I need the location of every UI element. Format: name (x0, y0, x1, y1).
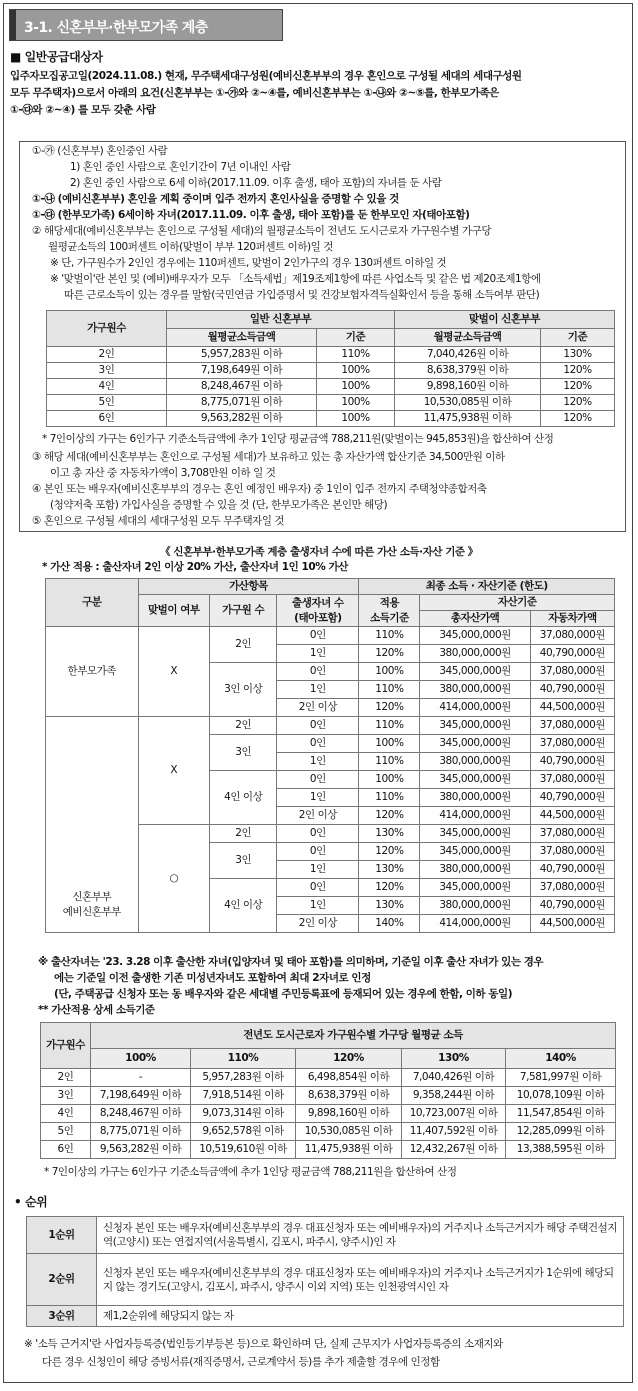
criterion: 2) 혼인 중인 사람으로 6세 이하(2017.11.09. 이후 출생, 태아 포함)의 자녀를 둔 사람 (70, 177, 442, 189)
cell: 1인 (277, 753, 359, 771)
cell: 345,000,000원 (420, 843, 530, 861)
cell: 345,000,000원 (420, 879, 530, 897)
header-children-line1: 출생자녀 수 (292, 596, 344, 609)
cell: 10,519,610원 이하 (191, 1141, 296, 1159)
bonus-subtitle: * 가산 적용 : 출산자녀 2인 이상 20% 가산, 출산자녀 1인 10% 가산 (42, 561, 348, 573)
cell: 380,000,000원 (420, 897, 530, 915)
cell: 380,000,000원 (420, 789, 530, 807)
cell: 7,040,426원 이하 (395, 347, 541, 363)
header-car: 자동차가액 (530, 611, 614, 627)
cell: 0인 (277, 717, 359, 735)
header-standard: 기준 (541, 329, 615, 347)
cell: 2인 이상 (277, 915, 359, 933)
cell: 40,790,000원 (530, 753, 614, 771)
cell: 6인 (41, 1141, 91, 1159)
header-dual: 맞벌이 여부 (138, 595, 210, 627)
cell: 11,475,938원 이하 (296, 1141, 402, 1159)
cell: 2인 (47, 347, 167, 363)
dual-flag: X (138, 717, 210, 825)
cell: 2인 (41, 1069, 91, 1087)
cell: 120% (359, 645, 420, 663)
header-type: 구분 (46, 579, 139, 627)
rank-text: 제1,2순위에 해당되지 않는 자 (97, 1306, 624, 1327)
criterion: 이고 총 자산 중 자동차가액이 3,708만원 이하 일 것 (50, 467, 276, 479)
cell: 130% (359, 897, 420, 915)
cell: 1인 (277, 645, 359, 663)
cell: 11,547,854원 이하 (506, 1105, 616, 1123)
intro-paragraph (10, 68, 626, 119)
rank-note: 다른 경우 신청인이 해당 증빙서류(재직증명서, 근로계약서 등)를 추가 제출할 경우에 인정함 (42, 1356, 440, 1368)
criterion: (청약저축 포함) 가입사실을 증명할 수 있을 것 (단, 한부모가족은 본인만 해당) (50, 499, 388, 511)
header-dual: 맞벌이 신혼부부 (395, 311, 615, 329)
cell: 6,498,854원 이하 (296, 1069, 402, 1087)
cell: 5인 (47, 395, 167, 411)
cell: 100% (317, 411, 395, 427)
members: 3인 이상 (210, 663, 277, 717)
header-add-items: 가산항목 (138, 579, 359, 595)
cell: 5,957,283원 이하 (191, 1069, 296, 1087)
rank-text: 신청자 본인 또는 배우자(예비신혼부부의 경우 대표신청자 또는 예비배우자)의 거주지나 소득근거지가 해당 주택건설지역(고양시) 또는 연접지역(서울특별시, 김포시, 파주시, 양주시)인 자 (97, 1217, 624, 1254)
cell: 40,790,000원 (530, 681, 614, 699)
header-general: 일반 신혼부부 (167, 311, 395, 329)
cell: 414,000,000원 (420, 915, 530, 933)
cell: 12,285,099원 이하 (506, 1123, 616, 1141)
cell: 110% (359, 627, 420, 645)
type-couple (46, 717, 139, 933)
header-apply-line1: 적용 (379, 596, 400, 609)
header-income: 월평균소득금액 (395, 329, 541, 347)
rank-table (26, 1216, 624, 1327)
cell: 100% (359, 771, 420, 789)
cell: 130% (541, 347, 615, 363)
criterion: ③ 해당 세대(예비신혼부부는 혼인으로 구성될 세대)가 보유하고 있는 총 자산가액 합산기준 34,500만원 이하 (32, 451, 505, 463)
cell: 9,898,160원 이하 (296, 1105, 402, 1123)
members: 4인 이상 (210, 879, 277, 933)
detail-note: * 7인이상의 가구는 6인가구 기준소득금액에 추가 1인당 평균금액 788,211원을 합산하여 산정 (44, 1166, 457, 1178)
cell: 110% (359, 681, 420, 699)
cell: 0인 (277, 879, 359, 897)
cell: 9,563,282원 이하 (167, 411, 317, 427)
cell: 11,475,938원 이하 (395, 411, 541, 427)
header-final: 최종 소득 · 자산기준 (한도) (359, 579, 615, 595)
cell: 110% (359, 717, 420, 735)
members: 3인 (210, 735, 277, 771)
cell: 345,000,000원 (420, 717, 530, 735)
type-precouple-label: 예비신혼부부 (62, 905, 121, 918)
members: 2인 (210, 717, 277, 735)
cell: 5인 (41, 1123, 91, 1141)
cell: 37,080,000원 (530, 771, 614, 789)
cell: 8,248,467원 이하 (167, 379, 317, 395)
rank-label: 3순위 (27, 1306, 97, 1327)
cell: 9,898,160원 이하 (395, 379, 541, 395)
header-total-asset: 총자산가액 (420, 611, 530, 627)
page-title: 3-1. 신혼부부·한부모가족 계층 (24, 20, 208, 36)
members: 4인 이상 (210, 771, 277, 825)
rank-label: 1순위 (27, 1217, 97, 1254)
cell: 37,080,000원 (530, 627, 614, 645)
criterion: 월평균소득의 100퍼센트 이하(맞벌이 부부 120퍼센트 이하)일 것 (48, 241, 333, 253)
income-table (46, 310, 615, 427)
cell: 380,000,000원 (420, 645, 530, 663)
cell: 0인 (277, 627, 359, 645)
header-household: 가구원수 (47, 311, 167, 347)
cell: 4인 (41, 1105, 91, 1123)
cell: 44,500,000원 (530, 699, 614, 717)
cell: 37,080,000원 (530, 735, 614, 753)
criterion: 1) 혼인 중인 사람으로 혼인기간이 7년 이내인 사람 (70, 161, 291, 173)
cell: 120% (359, 699, 420, 717)
cell: 8,775,071원 이하 (91, 1123, 191, 1141)
cell: 130% (359, 861, 420, 879)
cell: 7,581,997원 이하 (506, 1069, 616, 1087)
dual-flag: ○ (138, 825, 210, 933)
header-children-line2: (태아포함) (294, 611, 342, 624)
cell: 345,000,000원 (420, 663, 530, 681)
cell: 37,080,000원 (530, 717, 614, 735)
cell: 8,248,467원 이하 (91, 1105, 191, 1123)
members: 2인 (210, 825, 277, 843)
header-members: 가구원 수 (210, 595, 277, 627)
cell: 8,638,379원 이하 (296, 1087, 402, 1105)
cell: 345,000,000원 (420, 771, 530, 789)
cell: 7,198,649원 이하 (167, 363, 317, 379)
header-income: 월평균소득금액 (167, 329, 317, 347)
header-apply-line2: 소득기준 (370, 611, 409, 624)
cell: 10,723,007원 이하 (402, 1105, 506, 1123)
criterion: 따른 근로소득이 있는 경우를 말함(국민연금 가입증명서 및 건강보험자격득실확인서 등을 통해 소득여부 판단) (64, 289, 540, 301)
header-pct: 130% (402, 1049, 506, 1069)
cell: 0인 (277, 735, 359, 753)
bonus-note: (단, 주택공급 신청자 또는 동 배우자와 같은 세대별 주민등록표에 등재되어 있는 경우에 한함, 이하 동일) (54, 988, 513, 1000)
type-single: 한부모가족 (46, 627, 139, 717)
cell: 40,790,000원 (530, 645, 614, 663)
cell: 44,500,000원 (530, 915, 614, 933)
cell: 120% (541, 379, 615, 395)
cell: 345,000,000원 (420, 735, 530, 753)
bonus-table (45, 578, 615, 933)
cell: 9,652,578원 이하 (191, 1123, 296, 1141)
cell: 414,000,000원 (420, 807, 530, 825)
cell: 120% (541, 395, 615, 411)
cell: 110% (317, 347, 395, 363)
cell: 345,000,000원 (420, 627, 530, 645)
cell: 120% (541, 411, 615, 427)
intro-line: ①-㉰와 ②~④) 를 모두 갖춘 사람 (10, 104, 156, 116)
cell: - (91, 1069, 191, 1087)
cell: 110% (359, 753, 420, 771)
cell: 0인 (277, 843, 359, 861)
rank-label: 2순위 (27, 1254, 97, 1306)
members: 3인 (210, 843, 277, 879)
cell: 2인 이상 (277, 699, 359, 717)
header-apply (359, 595, 420, 627)
dual-flag: X (138, 627, 210, 717)
cell: 380,000,000원 (420, 753, 530, 771)
section-title-box (9, 9, 283, 41)
cell: 120% (541, 363, 615, 379)
cell: 3인 (41, 1087, 91, 1105)
criterion: ①-㉰ (한부모가족) 6세이하 자녀(2017.11.09. 이후 출생, 태아 포함)를 둔 한부모인 자(태아포함) (32, 209, 470, 221)
detail-income-table (40, 1022, 616, 1159)
intro-line: 모두 무주택자)으로서 아래의 요건(신혼부부는 ①-㉮와 ②~④를, 예비신혼부부는 ①-㉯와 ②~⑤를, 한부모가족은 (10, 87, 499, 99)
cell: 380,000,000원 (420, 861, 530, 879)
cell: 10,530,085원 이하 (395, 395, 541, 411)
cell: 13,388,595원 이하 (506, 1141, 616, 1159)
cell: 110% (359, 789, 420, 807)
cell: 1인 (277, 861, 359, 879)
criterion: ④ 본인 또는 배우자(예비신혼부부의 경우는 혼인 예정인 배우자) 중 1인이 입주 전까지 주택청약종합저축 (32, 483, 487, 495)
criteria-box (19, 141, 626, 532)
criterion: ② 해당세대(예비신혼부부는 혼인으로 구성될 세대)의 월평균소득이 전년도 도시근로자 가구원수별 가구당 (32, 225, 492, 237)
cell: 8,638,379원 이하 (395, 363, 541, 379)
cell: 100% (317, 379, 395, 395)
criterion: ※ 단, 가구원수가 2인인 경우에는 110퍼센트, 맞벌이 2인가구의 경우 130퍼센트 이하일 것 (50, 257, 447, 269)
cell: 2인 이상 (277, 807, 359, 825)
cell: 0인 (277, 771, 359, 789)
cell: 7,918,514원 이하 (191, 1087, 296, 1105)
cell: 9,358,244원 이하 (402, 1087, 506, 1105)
cell: 37,080,000원 (530, 843, 614, 861)
rank-text: 신청자 본인 또는 배우자(예비신혼부부의 경우 대표신청자 또는 예비배우자)의 거주지나 소득근거지가 1순위에 해당되지 않는 경기도(고양시, 김포시, 파주시, 양주시 이외 지역) 또는 인천광역시인 자 (97, 1254, 624, 1306)
members: 2인 (210, 627, 277, 663)
criterion: ※ '맞벌이'란 본인 및 (예비)배우자가 모두 「소득세법」제19조제1항에 따른 사업소득 및 같은 법 제20조제1항에 (50, 273, 541, 285)
cell: 8,775,071원 이하 (167, 395, 317, 411)
cell: 10,530,085원 이하 (296, 1123, 402, 1141)
title-accent-bar (10, 10, 16, 40)
header-pct: 110% (191, 1049, 296, 1069)
intro-line: 입주자모집공고일(2024.11.08.) 현재, 무주택세대구성원(예비신혼부부의 경우 혼인으로 구성될 세대의 세대구성원 (10, 70, 522, 82)
cell: 0인 (277, 825, 359, 843)
cell: 7,198,649원 이하 (91, 1087, 191, 1105)
rank-note: ※ '소득 근거지'란 사업자등록증(법인등기부등본 등)으로 확인하며 단, 실제 근무지가 사업자등록증의 소재지와 (24, 1338, 503, 1350)
cell: 100% (359, 735, 420, 753)
header-children (277, 595, 359, 627)
header-standard: 기준 (317, 329, 395, 347)
cell: 3인 (47, 363, 167, 379)
criterion: ①-㉮ (신혼부부) 혼인중인 사람 (32, 145, 168, 157)
cell: 414,000,000원 (420, 699, 530, 717)
cell: 0인 (277, 663, 359, 681)
cell: 4인 (47, 379, 167, 395)
cell: 120% (359, 807, 420, 825)
cell: 12,432,267원 이하 (402, 1141, 506, 1159)
cell: 9,073,314원 이하 (191, 1105, 296, 1123)
rank-heading: • 순위 (14, 1195, 48, 1209)
cell: 6인 (47, 411, 167, 427)
bonus-note: ※ 출산자녀는 '23. 3.28 이후 출산한 자녀(입양자녀 및 태아 포함)를 의미하며, 기준일 이후 출산 자녀가 있는 경우 (38, 956, 544, 968)
cell: 40,790,000원 (530, 897, 614, 915)
cell: 140% (359, 915, 420, 933)
section-heading: ■ 일반공급대상자 (10, 50, 103, 64)
header-title: 전년도 도시근로자 가구원수별 가구당 월평균 소득 (91, 1023, 616, 1049)
cell: 100% (317, 395, 395, 411)
cell: 37,080,000원 (530, 663, 614, 681)
cell: 130% (359, 825, 420, 843)
cell: 10,078,109원 이하 (506, 1087, 616, 1105)
cell: 120% (359, 843, 420, 861)
header-pct: 120% (296, 1049, 402, 1069)
document-page (3, 3, 633, 1383)
cell: 5,957,283원 이하 (167, 347, 317, 363)
cell: 7,040,426원 이하 (402, 1069, 506, 1087)
header-asset: 자산기준 (420, 595, 615, 611)
criterion: ⑤ 혼인으로 구성될 세대의 세대구성원 모두 무주택자일 것 (32, 515, 285, 527)
income-note: * 7인이상의 가구는 6인가구 기준소득금액에 추가 1인당 평균금액 788,211원(맞벌이는 945,853원)을 합산하여 산정 (42, 433, 554, 445)
cell: 40,790,000원 (530, 861, 614, 879)
criterion: ①-㉯ (예비신혼부부) 혼인을 계획 중이며 입주 전까지 혼인사실을 증명할 수 있을 것 (32, 193, 399, 205)
header-pct: 140% (506, 1049, 616, 1069)
cell: 11,407,592원 이하 (402, 1123, 506, 1141)
cell: 120% (359, 879, 420, 897)
cell: 1인 (277, 681, 359, 699)
cell: 100% (359, 663, 420, 681)
bonus-note: 에는 기준일 이전 출생한 기존 미성년자녀도 포함하여 최대 2자녀로 인정 (54, 972, 371, 984)
header-pct: 100% (91, 1049, 191, 1069)
cell: 40,790,000원 (530, 789, 614, 807)
bonus-note: ** 가산적용 상세 소득기준 (38, 1004, 155, 1016)
cell: 44,500,000원 (530, 807, 614, 825)
cell: 345,000,000원 (420, 825, 530, 843)
bonus-title: 《 신혼부부·한부모가족 계층 출생자녀 수에 따른 가산 소득·자산 기준 》 (160, 546, 478, 558)
cell: 9,563,282원 이하 (91, 1141, 191, 1159)
cell: 37,080,000원 (530, 879, 614, 897)
cell: 1인 (277, 789, 359, 807)
cell: 37,080,000원 (530, 825, 614, 843)
type-couple-label: 신혼부부 (72, 890, 112, 903)
cell: 1인 (277, 897, 359, 915)
cell: 380,000,000원 (420, 681, 530, 699)
cell: 100% (317, 363, 395, 379)
header-household: 가구원수 (41, 1023, 91, 1069)
